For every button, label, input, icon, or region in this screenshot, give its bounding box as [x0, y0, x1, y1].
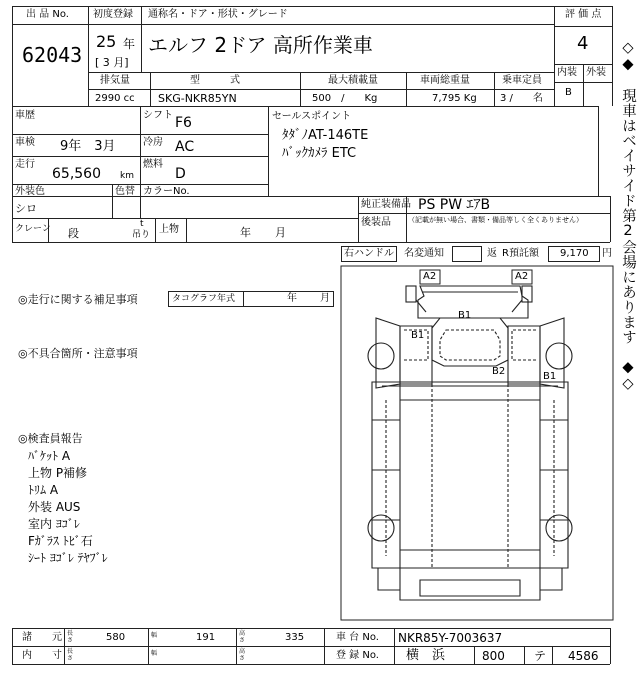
upper-year: 年 — [240, 226, 251, 239]
length-label: 長さ — [67, 630, 74, 644]
height-label: 高さ — [239, 630, 246, 644]
ac-value: AC — [175, 139, 195, 155]
interior-score-label: 内装 — [557, 67, 577, 78]
mark-b1-roof: B1 — [458, 310, 472, 321]
inspection-value: 9年 3月 — [60, 139, 116, 154]
mark-b2-deck: B2 — [492, 366, 506, 377]
shift-label: シフト — [143, 110, 173, 121]
gross-weight: 7,795 Kg — [432, 93, 477, 104]
crane-steps: 段 — [68, 227, 79, 240]
reg-year: 25 — [96, 32, 117, 51]
in-height-label: 高さ — [239, 648, 246, 662]
car-name: エルフ 2ドア 高所作業車 — [148, 33, 373, 57]
color-change-label: 色替 — [115, 186, 135, 197]
inspector-line-4: 外装 AUS — [28, 500, 81, 514]
length-value: 580 — [106, 632, 126, 643]
capacity-label: 乗車定員 — [502, 75, 542, 86]
chassis-value: NKR85Y-7003637 — [398, 631, 503, 645]
in-width-label: 幅 — [151, 650, 158, 657]
crane-lift: 吊り — [132, 230, 151, 240]
reg-area: 横 浜 — [406, 648, 446, 663]
shift-value: F6 — [175, 115, 192, 131]
capacity: 3 / 名 — [500, 93, 543, 104]
displacement: 2990 cc — [95, 93, 135, 104]
width-label: 幅 — [151, 632, 158, 639]
venue-notice: ◇◆ 現車はベイサイド第2会場にあります ◆◇ — [620, 39, 636, 393]
max-load: 500 / Kg — [312, 93, 378, 104]
ext-color: シロ — [15, 202, 37, 215]
reg-label: 登 録 No. — [336, 650, 379, 661]
reg-month: [ 3 月] — [95, 56, 129, 69]
sales-line-1: ﾀﾀﾞﾉAT-146TE — [282, 128, 369, 143]
lot-no-label: 出 品 No. — [26, 9, 69, 20]
ext-color-label: 外装色 — [15, 186, 45, 197]
genuine-label: 純正装備品 — [361, 199, 411, 210]
fuel-label: 燃料 — [143, 159, 163, 170]
inspector-label: ◎検査員報告 — [18, 432, 83, 445]
reg-number: 4586 — [568, 649, 599, 663]
displacement-label: 排気量 — [100, 75, 130, 86]
inspector-line-6: Fｶﾞﾗｽ ﾄﾋﾞ石 — [28, 534, 93, 548]
crane-label: クレーン — [15, 224, 51, 234]
defects-label: ◎不具合箇所・注意事項 — [18, 347, 138, 360]
name-change-label: 名変通知 — [404, 248, 444, 259]
mileage-unit: km — [120, 171, 134, 181]
exterior-score-label: 外装 — [586, 67, 606, 78]
inspector-line-2: 上物 P補修 — [28, 466, 88, 480]
r-label: R預託額 — [502, 248, 539, 259]
handle: 右ハンドル — [344, 248, 394, 259]
width-value: 191 — [196, 632, 216, 643]
history-label: 車歴 — [15, 110, 35, 121]
in-length-label: 長さ — [67, 648, 74, 662]
fuel-value: D — [175, 166, 186, 182]
mileage-label: 走行 — [15, 159, 35, 170]
mark-a2-front-left: A2 — [423, 271, 437, 282]
reg-year-unit: 年 — [123, 37, 136, 51]
aftermarket-note: （記載が無い場合、書類・備品等しく全くありません） — [408, 216, 583, 224]
inspector-line-7: ｼｰﾄ ﾖｺﾞﾚ ﾃﾔﾌﾞﾚ — [28, 551, 108, 565]
mark-a2-front-right: A2 — [515, 271, 529, 282]
aftermarket-label: 後装品 — [361, 217, 391, 228]
tachograph-label: タコグラフ年式 — [172, 294, 236, 304]
height-value: 335 — [285, 632, 305, 643]
r-unit: 円 — [602, 248, 612, 259]
mark-b1-left-door: B1 — [411, 330, 425, 341]
chassis-label: 車 台 No. — [336, 632, 379, 643]
inspector-line-5: 室内 ﾖｺﾞﾚ — [28, 517, 80, 531]
mark-b1-right: B1 — [543, 371, 557, 382]
sales-label: セールスポイント — [272, 111, 352, 122]
crane-t: t — [140, 219, 144, 229]
inspection-label: 車検 — [15, 137, 35, 148]
score-label: 評 価 点 — [565, 9, 602, 20]
driving-notes-label: ◎走行に関する補足事項 — [18, 293, 138, 306]
inspector-line-3: ﾄﾘﾑ A — [28, 483, 59, 497]
interior-score: B — [565, 87, 572, 98]
upper-label: 上物 — [159, 224, 179, 235]
first-reg-label: 初度登録 — [93, 9, 133, 20]
model: SKG-NKR85YN — [158, 92, 237, 105]
max-load-label: 最大積載量 — [328, 75, 378, 86]
model-label: 型 式 — [190, 75, 240, 86]
name-label: 通称名・ドア・形状・グレード — [148, 9, 288, 20]
r-value: 9,170 — [560, 248, 589, 259]
inspector-line-1: ﾊﾞｹｯﾄ A — [28, 449, 71, 463]
tachograph-month: 月 — [320, 293, 330, 304]
dims-label: 諸 元 — [22, 632, 62, 643]
upper-month: 月 — [275, 226, 286, 239]
gross-weight-label: 車両総重量 — [420, 75, 470, 86]
sales-line-2: ﾊﾞｯｸｶﾒﾗ ETC — [282, 146, 357, 161]
mileage-value: 65,560 — [52, 166, 101, 182]
genuine-value: PS PW ｴｱB — [418, 197, 491, 213]
reg-class: 800 — [482, 649, 505, 663]
tachograph-year: 年 — [287, 293, 297, 304]
reg-kana: テ — [534, 649, 547, 663]
score-value: 4 — [577, 33, 589, 54]
interior-dims-label: 内 寸 — [22, 650, 62, 661]
lot-no: 62043 — [22, 43, 83, 67]
return-label: 返 — [487, 248, 497, 259]
color-no-label: カラーNo. — [143, 186, 190, 197]
ac-label: 冷房 — [143, 137, 163, 148]
